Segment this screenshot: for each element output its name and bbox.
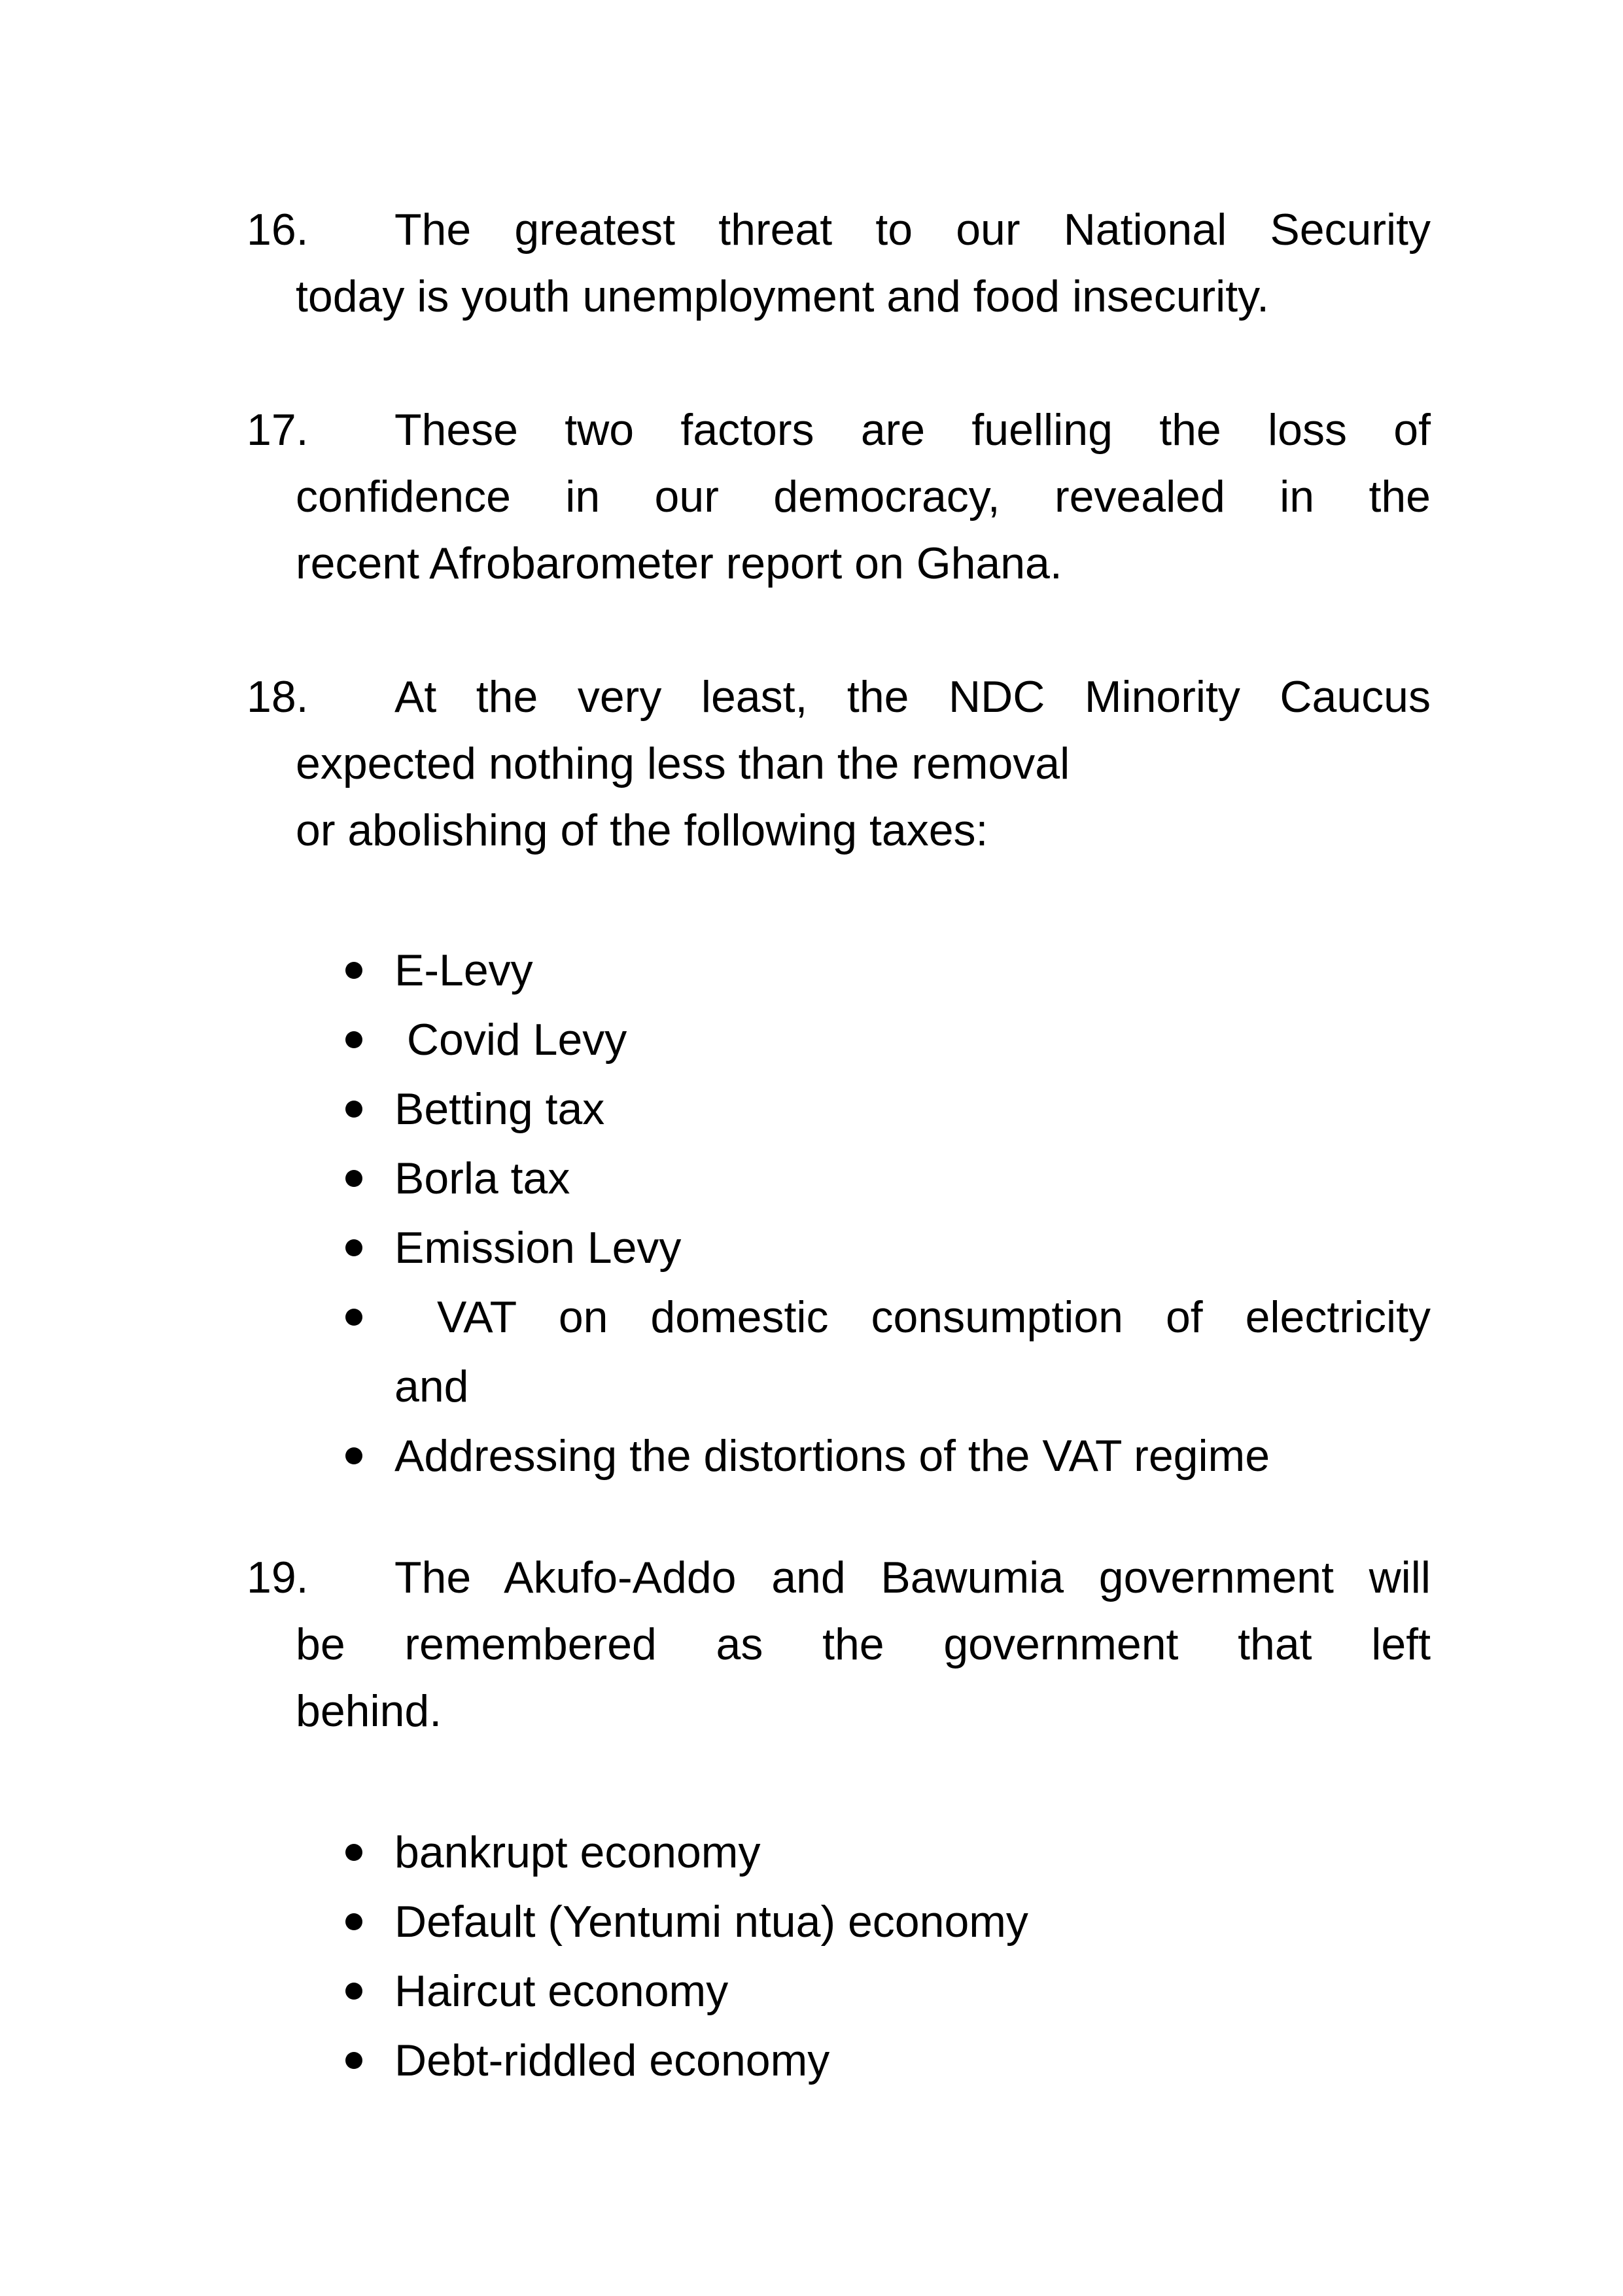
list-item-text: Covid Levy — [394, 1015, 627, 1065]
list-item-text: Debt-riddled economy — [394, 2036, 830, 2085]
paragraph-17 — [247, 397, 1431, 597]
economy-list — [345, 1818, 1431, 2095]
paragraph-line: At the very least, the NDC Minority Caucus — [394, 672, 1431, 722]
list-item — [345, 936, 1431, 1005]
list-item — [345, 1282, 1431, 1421]
bullet-icon — [345, 1844, 362, 1861]
list-item-text-continued: and — [394, 1362, 469, 1411]
bullet-icon — [345, 962, 362, 979]
list-item-text: Betting tax — [394, 1084, 605, 1134]
paragraph-line: be remembered as the government that left — [296, 1619, 1431, 1669]
paragraph-number: 16. — [247, 205, 309, 255]
bullet-icon — [345, 1447, 362, 1464]
paragraph-number: 18. — [247, 672, 309, 722]
list-item — [345, 1144, 1431, 1213]
list-item-text: VAT on domestic consumption of electricity — [394, 1292, 1431, 1342]
paragraph-line: today is youth unemployment and food insecurity. — [296, 272, 1270, 321]
bullet-icon — [345, 1983, 362, 2000]
list-item-text: Emission Levy — [394, 1223, 682, 1273]
paragraph-number: 17. — [247, 405, 309, 455]
list-item — [345, 1956, 1431, 2026]
list-item — [345, 1005, 1431, 1074]
bullet-icon — [345, 1309, 362, 1326]
paragraph-line: The Akufo-Addo and Bawumia government will — [394, 1553, 1431, 1602]
paragraph-line: recent Afrobarometer report on Ghana. — [296, 539, 1062, 588]
list-item — [345, 1887, 1431, 1956]
paragraph-number: 19. — [247, 1553, 309, 1602]
list-item-text: Addressing the distortions of the VAT regime — [394, 1431, 1270, 1481]
list-item — [345, 1213, 1431, 1282]
paragraph-line: behind. — [296, 1686, 442, 1736]
bullet-icon — [345, 1913, 362, 1930]
paragraph-line: confidence in our democracy, revealed in the — [296, 472, 1431, 521]
bullet-icon — [345, 2052, 362, 2069]
paragraph-line: expected nothing less than the removal — [296, 739, 1070, 788]
list-item — [345, 1818, 1431, 1887]
paragraph-19 — [247, 1544, 1431, 1744]
list-item-text: Borla tax — [394, 1154, 570, 1203]
paragraph-line: The greatest threat to our National Security — [394, 205, 1431, 255]
bullet-icon — [345, 1170, 362, 1187]
bullet-icon — [345, 1031, 362, 1048]
list-item-text: E-Levy — [394, 945, 533, 995]
list-item — [345, 2026, 1431, 2095]
paragraph-line: or abolishing of the following taxes: — [296, 805, 988, 855]
list-item — [345, 1421, 1431, 1491]
paragraph-16 — [247, 196, 1431, 330]
bullet-icon — [345, 1239, 362, 1256]
list-item-text: bankrupt economy — [394, 1828, 761, 1877]
list-item-text: Haircut economy — [394, 1966, 729, 2016]
paragraph-18 — [247, 663, 1431, 864]
list-item-text: Default (Yentumi ntua) economy — [394, 1897, 1028, 1947]
list-item — [345, 1074, 1431, 1144]
taxes-list — [345, 936, 1431, 1491]
paragraph-line: These two factors are fuelling the loss of — [394, 405, 1431, 455]
bullet-icon — [345, 1101, 362, 1118]
